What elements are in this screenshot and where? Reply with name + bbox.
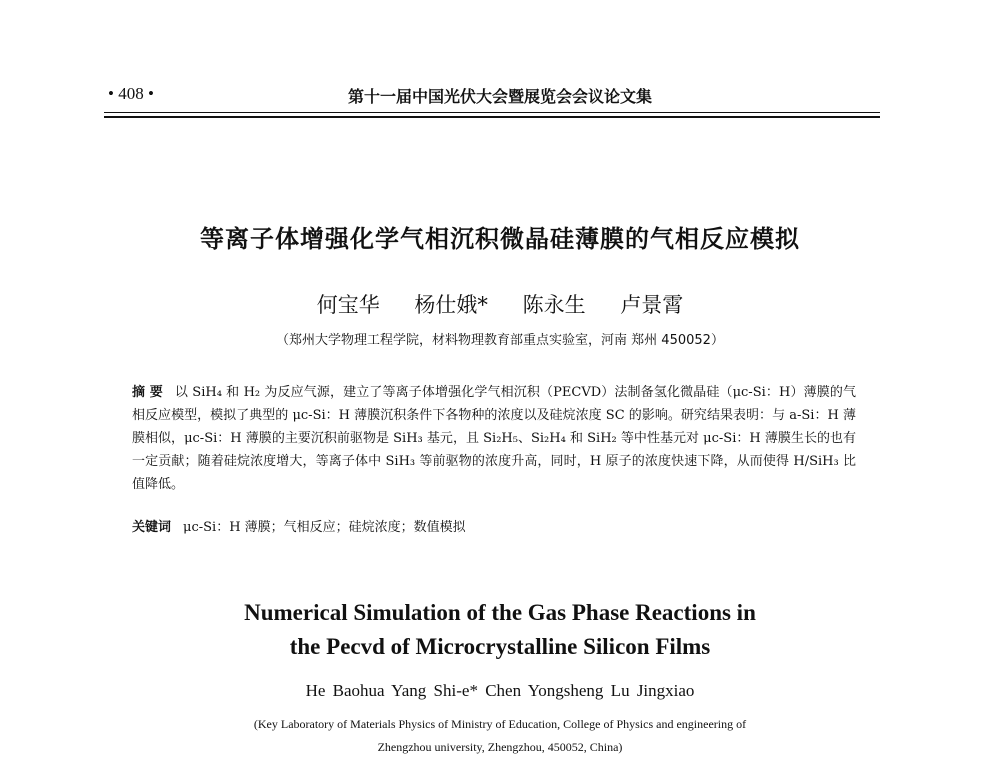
keywords-block bbox=[132, 516, 856, 535]
title-english-line1: Numerical Simulation of the Gas Phase Reactions in bbox=[244, 600, 756, 625]
keywords-label: 关键词 bbox=[132, 520, 172, 535]
title-english bbox=[0, 596, 1000, 664]
header-rule-thin bbox=[104, 112, 880, 113]
authors-english: He Baohua Yang Shi-e* Chen Yongsheng Lu Jingxiao bbox=[305, 681, 695, 700]
authors-chinese: 何宝华 杨仕娥* 陈永生 卢景霄 bbox=[316, 293, 684, 317]
affiliation-english bbox=[0, 713, 1000, 759]
title-chinese: 等离子体增强化学气相沉积微晶硅薄膜的气相反应模拟 bbox=[200, 225, 800, 253]
title-english-line2: the Pecvd of Microcrystalline Silicon Films bbox=[289, 634, 711, 659]
affiliation-english-line1: (Key Laboratory of Materials Physics of Ministry of Education, College of Physics and engineering of bbox=[253, 717, 747, 731]
abstract-label: 摘 要 bbox=[132, 385, 163, 400]
page-number: • 408 • bbox=[108, 84, 154, 103]
keywords-text: μc-Si：H 薄膜；气相反应；硅烷浓度；数值模拟 bbox=[183, 520, 466, 535]
abstract-block bbox=[132, 381, 856, 496]
header-rule-thick bbox=[104, 116, 880, 118]
running-title: 第十一届中国光伏大会暨展览会会议论文集 bbox=[347, 87, 652, 106]
affiliation-english-line2: Zhengzhou university, Zhengzhou, 450052, China) bbox=[377, 740, 623, 754]
abstract-text: 以 SiH₄ 和 H₂ 为反应气源，建立了等离子体增强化学气相沉积（PECVD）法制备氢化微晶硅（μc-Si：H）薄膜的气相反应模型，模拟了典型的 μc-Si：H 薄膜沉积条件下各物种的浓度以及硅烷浓度 SC 的影响。研究结果表明：与 a-Si：H 薄膜相似，μc-Si：H 薄膜的主要沉积前驱物是 SiH₃ 基元，且 Si₂H₅、Si₂H₄ 和 SiH₂ 等中性基元对 μc-Si：H 薄膜生长的也有一定贡献；随着硅烷浓度增大，等离子体中 SiH₃ 等前驱物的浓度升高，同时，H 原子的浓度快速下降，从而使得 H/SiH₃ 比值降低。 bbox=[132, 385, 856, 492]
affiliation-chinese: （郑州大学物理工程学院，材料物理教育部重点实验室，河南 郑州 450052） bbox=[276, 333, 724, 348]
